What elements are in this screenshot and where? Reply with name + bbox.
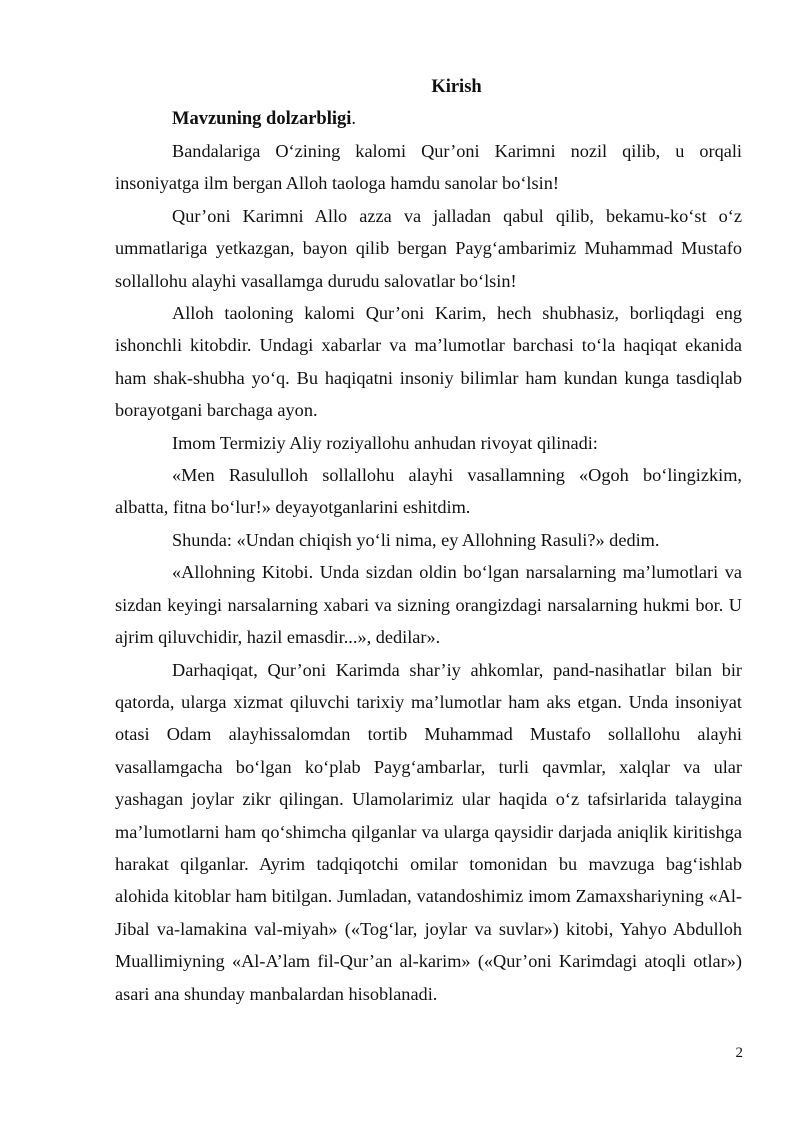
paragraph: Darhaqiqat, Qur’oni Karimda shar’iy ahkomlar, pand-nasihatlar bilan bir qatorda, ularga xizmat qiluvchi tarixiy ma’lumotlar ham aks etgan. Unda insoniyat otasi Odam alayhissalomdan tortib Muhammad Mustafo sollallohu alayhi vasallamgacha bo‘lgan ko‘plab Payg‘ambarlar, turli qavmlar, xalqlar va ular yashagan joylar zikr qilingan. Ulamolarimiz ular haqida o‘z tafsirlarida talaygina ma’lumotlarni ham qo‘shimcha qilganlar va ularga qaysidir darjada aniqlik kiritishga harakat qilganlar. Ayrim tadqiqotchi omilar tomonidan bu mavzuga bag‘ishlab alohida kitoblar ham bitilgan. Jumladan, vatandoshimiz imom Zamaxshariyning «Al-Jibal va-lamakina val-miyah» («Tog‘lar, joylar va suvlar») kitobi, Yahyo Abdulloh Muallimiyning «Al-A’lam fil-Qur’an al-karim» («Qur’oni Karimdagi atoqli otlar») asari ana shunday manbalardan hisoblanadi. <box>115 659 742 1004</box>
document-page <box>115 72 742 1010</box>
paragraph: Bandalariga O‘zining kalomi Qur’oni Karimni nozil qilib, u orqali insoniyatga ilm bergan Alloh taologa hamdu sanolar bo‘lsin! <box>115 141 742 194</box>
section-subtitle <box>115 104 742 135</box>
paragraph: Alloh taoloning kalomi Qur’oni Karim, hech shubhasiz, borliqdagi eng ishonchli kitobdir. Undagi xabarlar va ma’lumotlar barchasi to‘la haqiqat ekanida ham shak-shubha yo‘q. Bu haqiqatni insoniy bilimlar ham kundan kunga tasdiqlab borayotgani barchaga ayon. <box>115 303 742 421</box>
paragraph: «Allohning Kitobi. Unda sizdan oldin bo‘lgan narsalarning ma’lumotlari va sizdan keyingi narsalarning xabari va sizning orangizdagi narsalarning hukmi bor. U ajrim qiluvchidir, hazil emasdir...», dedilar». <box>115 562 742 648</box>
paragraph: Imom Termiziy Aliy roziyallohu anhudan rivoyat qilinadi: <box>172 432 598 453</box>
paragraph: Shunda: «Undan chiqish yo‘li nima, ey Allohning Rasuli?» dedim. <box>172 529 660 550</box>
subtitle-text: Mavzuning dolzarbligi <box>172 109 352 129</box>
subtitle-suffix: . <box>351 109 356 129</box>
page-number: 2 <box>735 1045 743 1061</box>
section-title: Kirish <box>431 77 482 97</box>
paragraph: Qur’oni Karimni Allo azza va jalladan qabul qilib, bekamu-ko‘st o‘z ummatlariga yetkazgan, bayon qilib bergan Payg‘ambarimiz Muhammad Mustafo sollallohu alayhi vasallamga durudu salovatlar bo‘lsin! <box>115 205 742 291</box>
paragraph: «Men Rasululloh sollallohu alayhi vasallamning «Ogoh bo‘lingizkim, albatta, fitna bo‘lur!» deyayotganlarini eshitdim. <box>115 465 742 518</box>
